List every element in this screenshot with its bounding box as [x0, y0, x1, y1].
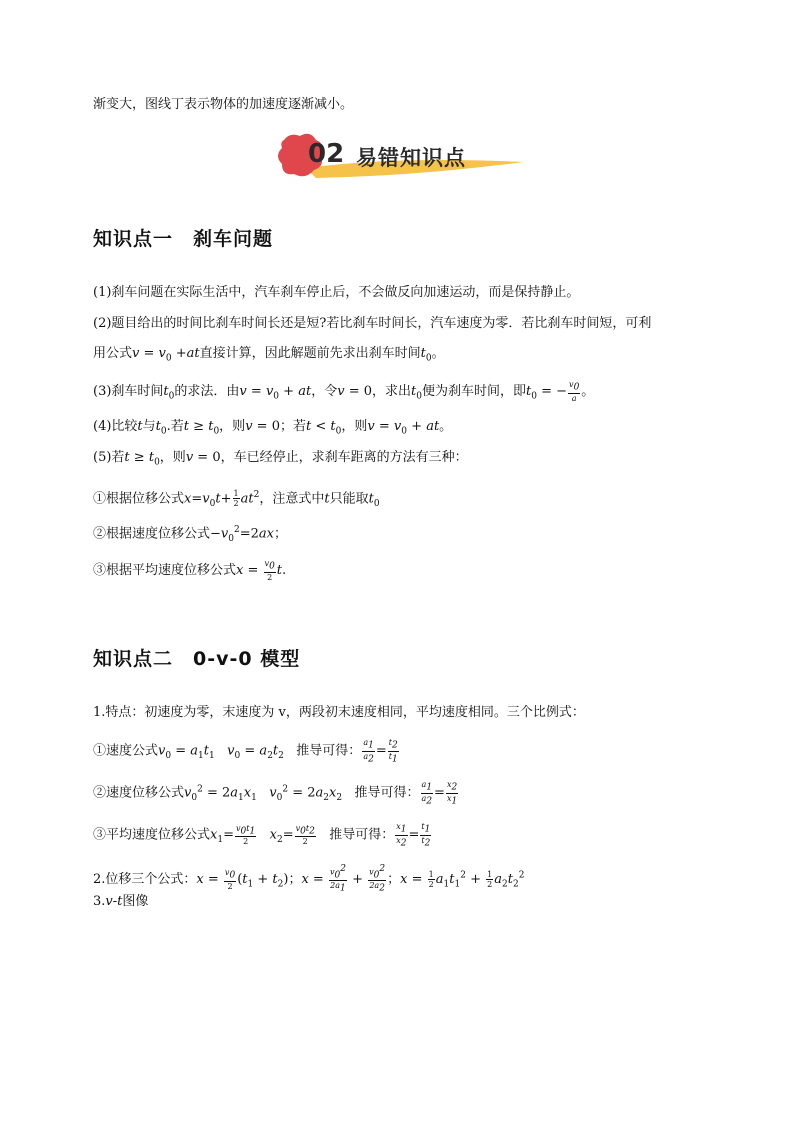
s1-p2a: (2)题目给出的时间比刹车时间长还是短?若比刹车时间长，汽车速度为零．若比刹车时间短，可利	[93, 316, 652, 331]
s1-p4: (4)比较t与$t_0$.若$t \ge t_0$，则v = 0；若$t < t_0$，则$v = v_0$ + at。	[93, 419, 453, 437]
s1-m1: ①根据位移公式$x=v_0t+$ $\frac{1}{2}$ $at^2$，注意式中t只能取$t_0$	[93, 489, 380, 509]
s2-p3: 3.v-t图像	[93, 894, 149, 909]
banner-number: 02	[308, 139, 345, 169]
s1-p5: (5)若$t \ge t_0$，则v = 0，车已经停止，求刹车距离的方法有三种：	[93, 450, 468, 468]
s2-r1: ①速度公式$v_0 = a_1t_1$ $v_0 = a_2t_2$ 推导可得： $\frac{a_1}{a_2}$ = $\frac{t_2}{t_1}$	[93, 738, 398, 765]
s2-p1: 1.特点：初速度为零，末速度为 v，两段初末速度相同，平均速度相同。三个比例式：	[93, 705, 585, 720]
s2-r2: ②速度位移公式$v_0^2 = 2a_1x_1$ $v_0^2 = 2a_2x_2$ 推导可得： $\frac{a_1}{a_2}$ = $\frac{x_2}{x_1}$	[93, 780, 458, 807]
banner-title: 易错知识点	[356, 146, 466, 170]
section2-heading: 知识点二 0-v-0 模型	[93, 648, 301, 670]
s1-m3: ③根据平均速度位移公式x = $\frac{v_0}{2}$ t.	[93, 559, 287, 582]
s2-r3: ③平均速度位移公式$x_1=$ $\frac{v_0t_1}{2}$ $x_2=$ $\frac{v_0t_2}{2}$ 推导可得： $\frac{x_1}{x_2}$ = $\frac{t_1}{t_2}$	[93, 822, 431, 849]
s2-p2: 2.位移三个公式：x = $\frac{v_0}{2}$ $(t_1 + t_2)$；x = $\frac{v_0^2}{2a_1}$ + $\frac{v_0^2}{2a_2}$ ；x = $\frac{1}{2}$ $a_1t_1^2$ + $\frac{1}{2}$ $a_2t_2^2$	[93, 864, 525, 894]
intro-line: 渐变大，图线丁表示物体的加速度逐渐减小。	[93, 97, 354, 112]
s1-p3: (3)刹车时间$t_0$的求法．由$v = v_0$ + at，令v = 0，求出$t_0$便为刹车时间，即$t_0$ = − $\frac{v_0}{a}$ 。	[93, 380, 595, 403]
s1-p1: (1)刹车问题在实际生活中，汽车刹车停止后，不会做反向加速运动，而是保持静止。	[93, 285, 580, 300]
section1-heading: 知识点一 刹车问题	[93, 228, 274, 250]
s1-p2b: 用公式$v = v_0 +at$直接计算，因此解题前先求出刹车时间$t_0$。	[93, 346, 445, 364]
s1-m2: ②根据速度位移公式$-v_0^2=2ax$；	[93, 525, 288, 544]
